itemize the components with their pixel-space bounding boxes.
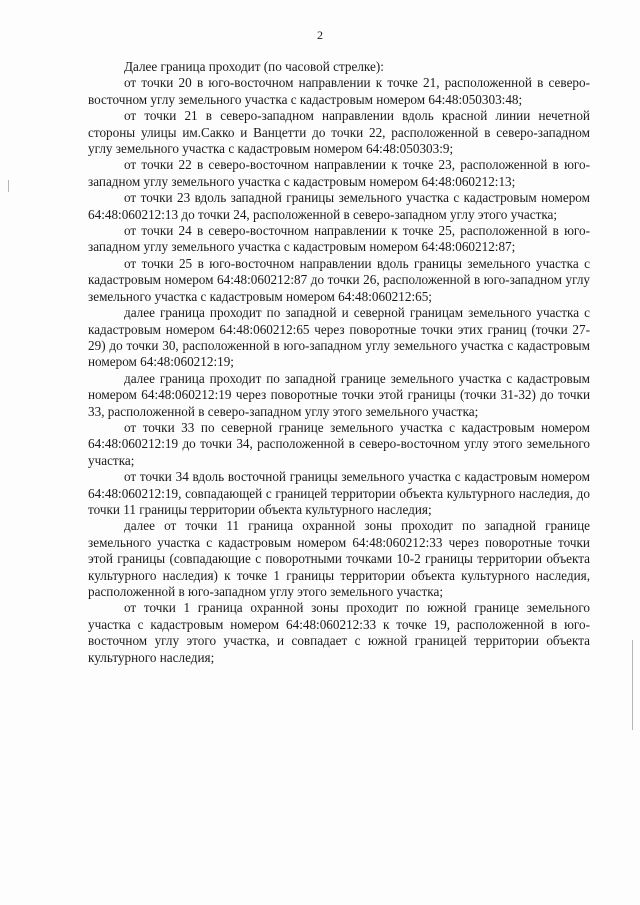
- paragraph: от точки 23 вдоль западной границы земельного участка с кадастровым номером 64:48:060212:13 до точки 24, расположенной в северо-западном углу этого участка;: [88, 190, 590, 222]
- paragraph: от точки 33 по северной границе земельного участка с кадастровым номером 64:48:060212:19 до точки 34, расположенной в северо-восточном углу этого земельного участка;: [88, 419, 590, 468]
- scan-artifact-left: [8, 180, 9, 192]
- paragraph: от точки 22 в северо-восточном направлении к точке 23, расположенной в юго-западном углу земельного участка с кадастровым номером 64:48:060212:13;: [88, 157, 590, 189]
- paragraph: от точки 20 в юго-восточном направлении к точке 21, расположенной в северо-восточном углу земельного участка с кадастровым номером 64:48:050303:48;: [88, 75, 590, 107]
- document-body: [88, 59, 590, 666]
- paragraph: от точки 25 в юго-восточном направлении вдоль границы земельного участка с кадастровым номером 64:48:060212:87 до точки 26, расположенной в юго-западном углу земельного участка с кадастровым номером 64:48:060212:65;: [88, 255, 590, 304]
- paragraph: далее граница проходит по западной и северной границам земельного участка с кадастровым номером 64:48:060212:65 через поворотные точки этих границ (точки 27-29) до точки 30, расположенной в юго-западном углу земельного участка с кадастровым номером 64:48:060212:19;: [88, 305, 590, 370]
- paragraph: от точки 34 вдоль восточной границы земельного участка с кадастровым номером 64:48:060212:19, совпадающей с границей территории объекта культурного наследия, до точки 11 границы территории объекта культурного наследия;: [88, 469, 590, 517]
- paragraph: от точки 1 граница охранной зоны проходит по южной границе земельного участка с кадастровым номером 64:48:060212:33 к точке 19, расположенной в юго-восточном углу этого участка, и совпадает с южной границей территории объекта культурного наследия;: [88, 600, 590, 665]
- scan-artifact-right: [632, 640, 633, 730]
- paragraph: от точки 24 в северо-восточном направлении к точке 25, расположенной в юго-западном углу земельного участка с кадастровым номером 64:48:060212:87;: [88, 223, 590, 255]
- paragraph: от точки 21 в северо-западном направлении вдоль красной линии нечетной стороны улицы им.Сакко и Ванцетти до точки 22, расположенной в северо-западном углу земельного участка с кадастровым номером 64:48:050303:9;: [88, 108, 590, 157]
- paragraph: далее от точки 11 граница охранной зоны проходит по западной границе земельного участка с кадастровым номером 64:48:060212:33 через поворотные точки этой границы (совпадающие с поворотными точками 10-2 границы территории объекта культурного наследия) к точке 1 границы территории объекта культурного наследия, расположенной в юго-западном углу этого земельного участка;: [88, 518, 590, 599]
- paragraph: далее граница проходит по западной границе земельного участка с кадастровым номером 64:48:060212:19 через поворотные точки этой границы (точки 31-32) до точки 33, расположенной в северо-западном углу этого земельного участка;: [88, 370, 590, 419]
- page-number: 2: [317, 28, 323, 42]
- paragraph-intro: Далее граница проходит (по часовой стрелке):: [124, 59, 384, 74]
